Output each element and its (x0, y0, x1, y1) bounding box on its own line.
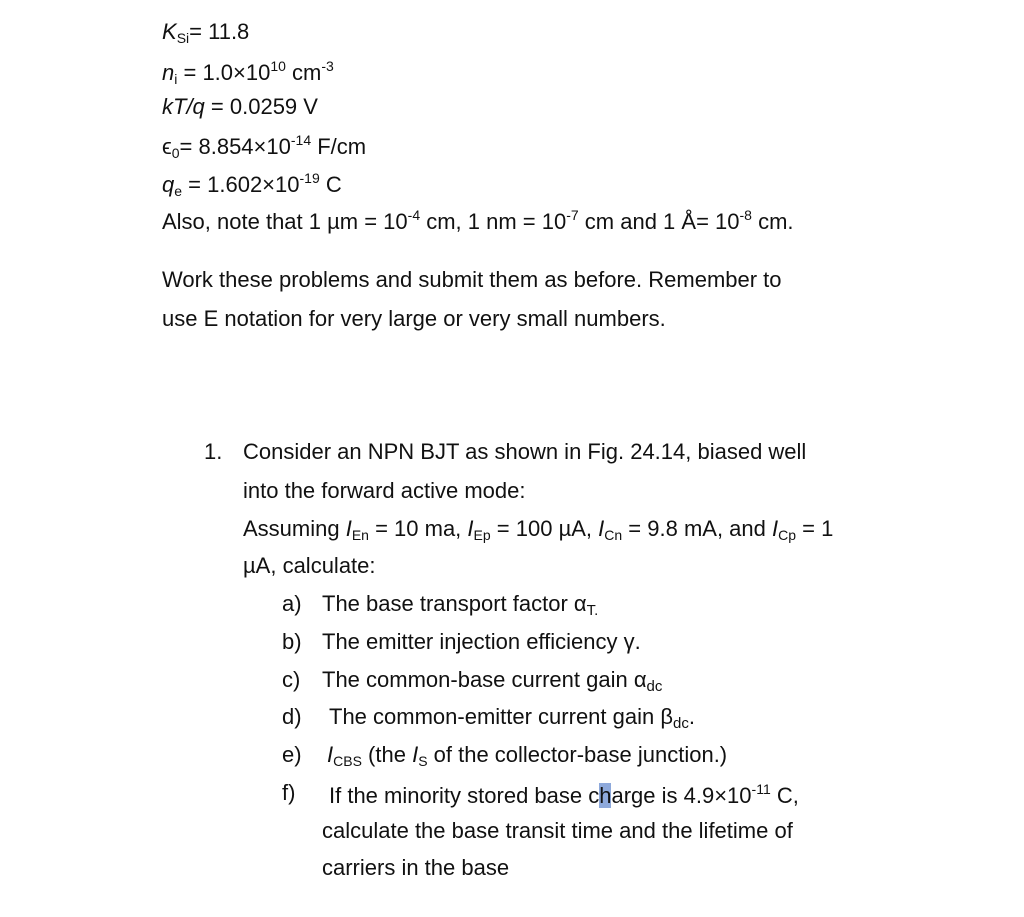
current-ien-subscript: En (351, 527, 369, 543)
assume-text-4: = 1 (796, 516, 834, 541)
icbs-subscript: CBS (333, 753, 362, 769)
part-e-text (327, 744, 727, 768)
problem-line-2: into the forward active mode: (243, 478, 526, 503)
current-iep-symbol: I (467, 516, 474, 541)
ni-subscript: i (174, 71, 178, 87)
note-part-4: cm. (751, 209, 794, 234)
part-f-line-3: carriers in the base (322, 855, 510, 880)
is-symbol: I (412, 742, 419, 767)
unit-conversion-note (162, 208, 794, 233)
constant-qe (162, 171, 342, 198)
part-f-text (329, 782, 799, 807)
epsilon-symbol: ϵ (162, 134, 172, 159)
epsilon-unit: F/cm (311, 134, 367, 159)
part-f-label: f) (282, 780, 296, 805)
current-icn-symbol: I (598, 516, 605, 541)
constant-ni (162, 59, 334, 86)
part-a-subscript: T. (586, 602, 599, 619)
note-exp-1: -4 (407, 207, 421, 223)
part-d-label: d) (282, 704, 302, 729)
note-exp-3: -8 (739, 207, 752, 223)
part-a-label: a) (282, 591, 302, 616)
part-d-body: The common-emitter current gain β (329, 704, 673, 729)
current-icp-subscript: Cp (778, 527, 797, 543)
current-icn-subscript: Cn (604, 527, 623, 543)
current-iep-subscript: Ep (473, 527, 491, 543)
problem-assumptions (243, 518, 833, 542)
part-f-exponent: -11 (751, 781, 771, 797)
ni-mantissa: = 1.0×10 (177, 60, 271, 85)
part-f-line-2: calculate the base transit time and the lifetime of (322, 818, 793, 843)
ksi-symbol: K (162, 19, 177, 44)
part-e-label: e) (282, 742, 302, 767)
assume-text-2: = 100 µA, (490, 516, 599, 541)
part-f-text-1: If the minority stored base c (329, 783, 600, 808)
part-d-subscript: dc (673, 715, 689, 732)
constant-ksi (162, 21, 249, 45)
epsilon-subscript: 0 (171, 145, 180, 161)
problem-line-1: Consider an NPN BJT as shown in Fig. 24.14, biased well (243, 439, 807, 464)
ni-symbol: n (162, 60, 175, 85)
epsilon-mantissa: = 8.854×10 (179, 134, 291, 159)
part-f-text-2: arge is 4.9×10 (611, 783, 752, 808)
part-c-body: The common-base current gain α (322, 667, 647, 692)
kt-over-q-symbol: kT/q (162, 94, 205, 119)
problem-number: 1. (204, 439, 223, 464)
instructions-line-2: use E notation for very large or very small numbers. (162, 306, 666, 331)
ksi-value: = 11.8 (189, 19, 250, 44)
current-ien-symbol: I (345, 516, 352, 541)
part-c-text (322, 669, 662, 694)
is-subscript: S (418, 753, 428, 769)
part-b-label: b) (282, 629, 302, 654)
part-b-text: The emitter injection efficiency γ. (322, 629, 641, 654)
part-a-text (322, 593, 598, 618)
part-f-text-3: C, (770, 783, 799, 808)
part-d-text (329, 706, 695, 731)
part-c-label: c) (282, 667, 301, 692)
problem-line-4: µA, calculate: (243, 553, 376, 578)
part-d-end: . (688, 704, 695, 729)
part-c-subscript: dc (646, 678, 663, 695)
qe-symbol: q (162, 172, 175, 197)
epsilon-exponent: -14 (290, 132, 312, 148)
qe-unit: C (319, 172, 342, 197)
qe-mantissa: = 1.602×10 (182, 172, 300, 197)
ksi-subscript: Si (176, 30, 190, 46)
icbs-symbol: I (327, 742, 334, 767)
assume-text-3: = 9.8 mA, and (622, 516, 772, 541)
part-e-text-1: (the (361, 742, 413, 767)
note-part-1: Also, note that 1 µm = 10 (162, 209, 408, 234)
instructions-line-1: Work these problems and submit them as before. Remember to (162, 267, 782, 292)
part-e-text-2: of the collector-base junction.) (427, 742, 728, 767)
kt-over-q-value: = 0.0259 V (204, 94, 318, 119)
current-icp-symbol: I (771, 516, 779, 541)
note-part-3: cm and 1 Å= 10 (578, 209, 740, 234)
qe-exponent: -19 (299, 170, 320, 186)
ni-unit: cm (285, 60, 322, 85)
constant-epsilon0 (162, 133, 366, 160)
ni-unit-exponent: -3 (321, 58, 334, 74)
constant-kt-over-q (162, 96, 318, 118)
assume-text-1: = 10 ma, (368, 516, 468, 541)
part-a-body: The base transport factor α (322, 591, 587, 616)
note-part-2: cm, 1 nm = 10 (420, 209, 567, 234)
qe-subscript: e (174, 183, 183, 199)
text-cursor-highlight: h (599, 783, 612, 808)
ni-exponent: 10 (270, 58, 286, 74)
assume-text-0: Assuming (243, 516, 346, 541)
note-exp-2: -7 (566, 207, 579, 223)
